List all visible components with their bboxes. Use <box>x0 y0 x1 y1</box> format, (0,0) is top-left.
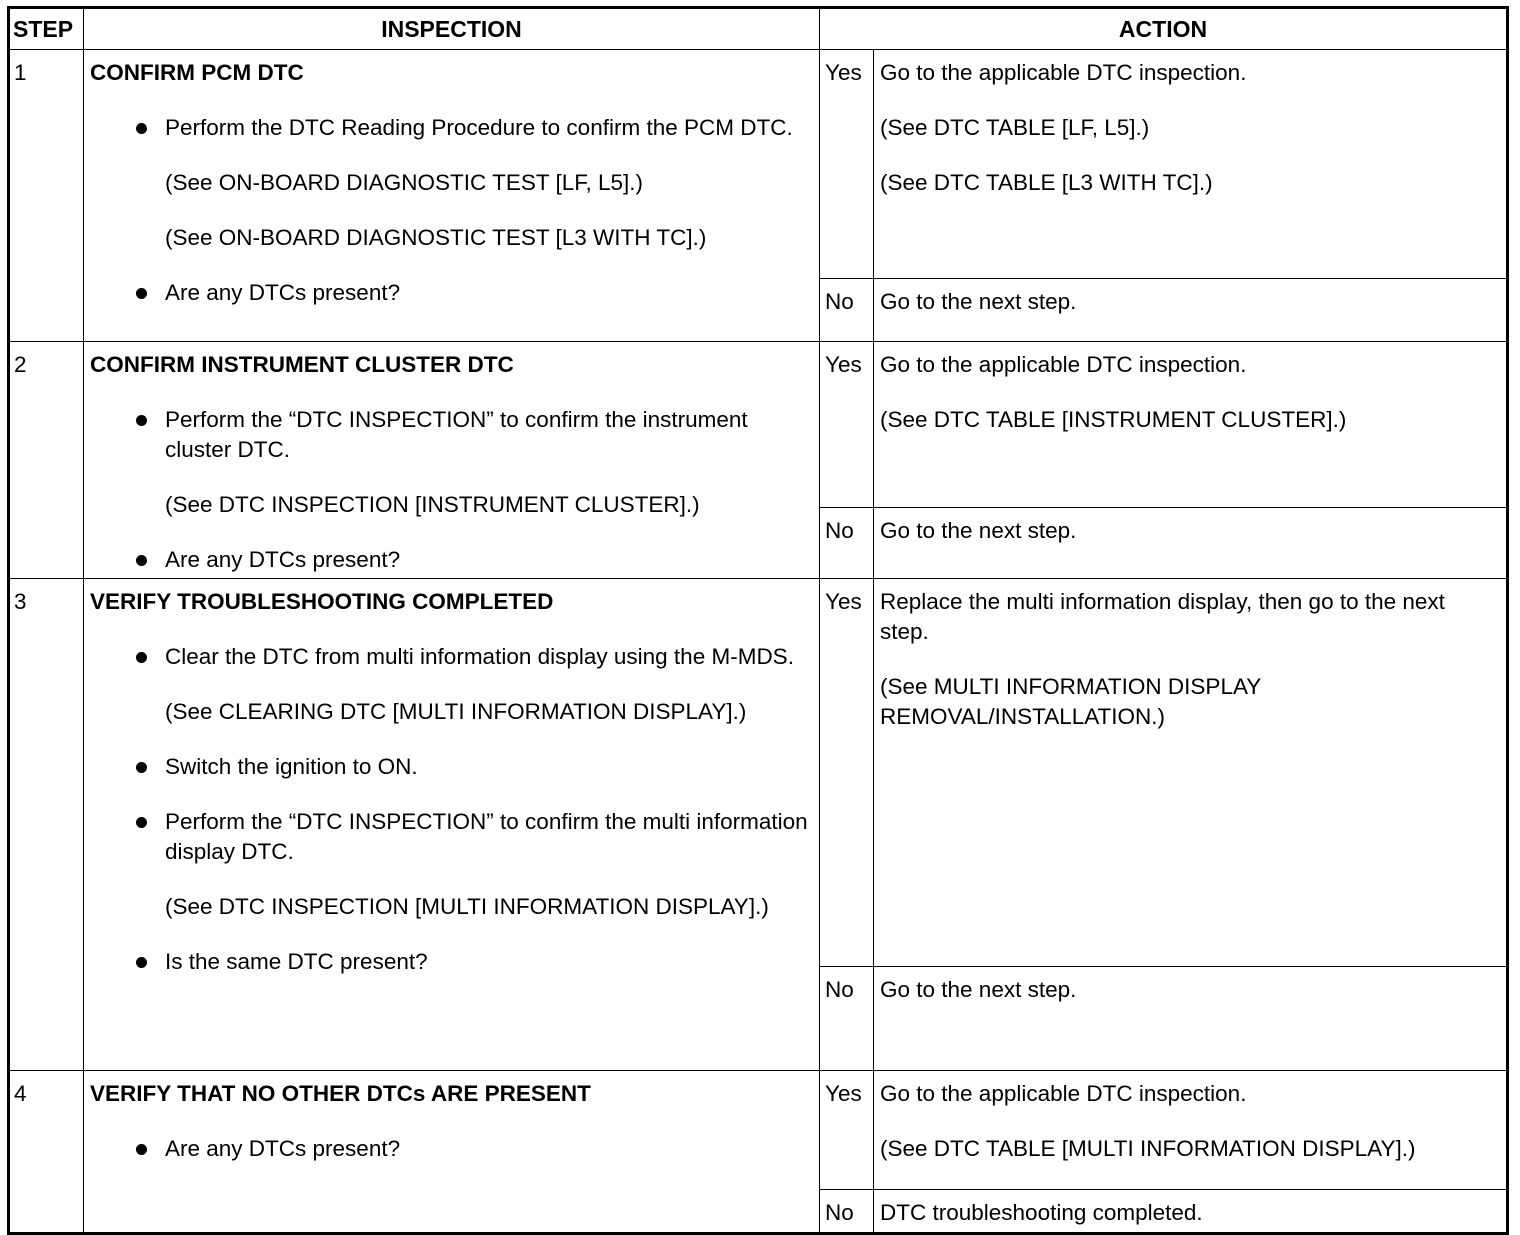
no-action: Go to the next step. <box>874 279 1508 342</box>
inspection-column-header: INSPECTION <box>84 8 820 50</box>
step-inspection <box>84 579 820 1071</box>
action-text: Go to the applicable DTC inspection. <box>880 60 1247 85</box>
troubleshooting-table <box>7 6 1509 1235</box>
inspection-reference: (See DTC INSPECTION [INSTRUMENT CLUSTER].) <box>165 492 700 517</box>
action-reference: (See DTC TABLE [MULTI INFORMATION DISPLAY].) <box>880 1136 1416 1161</box>
step-number: 1 <box>9 50 84 342</box>
step-number: 3 <box>9 579 84 1071</box>
inspection-bullet: Switch the ignition to ON. <box>90 752 811 782</box>
step-number: 2 <box>9 342 84 579</box>
yes-action <box>874 342 1508 508</box>
step-inspection <box>84 1071 820 1234</box>
header-row <box>9 8 1508 50</box>
troubleshooting-sheet <box>7 6 1506 1225</box>
inspection-bullet: Clear the DTC from multi information display using the M-MDS. <box>90 642 811 672</box>
step-1-yes-row <box>9 50 1508 279</box>
yes-label: Yes <box>820 342 874 508</box>
action-reference: (See DTC TABLE [L3 WITH TC].) <box>880 170 1213 195</box>
yes-action <box>874 1071 1508 1190</box>
step-column-header: STEP <box>9 8 84 50</box>
no-action: Go to the next step. <box>874 967 1508 1071</box>
step-3-yes-row <box>9 579 1508 967</box>
yes-label: Yes <box>820 579 874 967</box>
action-reference: (See MULTI INFORMATION DISPLAY REMOVAL/INSTALLATION.) <box>880 674 1261 729</box>
action-column-header: ACTION <box>820 8 1508 50</box>
inspection-question: Are any DTCs present? <box>90 1134 811 1164</box>
inspection-bullet: Perform the “DTC INSPECTION” to confirm the multi information display DTC. <box>90 807 811 867</box>
step-title: VERIFY TROUBLESHOOTING COMPLETED <box>90 589 554 614</box>
inspection-reference: (See DTC INSPECTION [MULTI INFORMATION DISPLAY].) <box>165 894 769 919</box>
step-number: 4 <box>9 1071 84 1234</box>
action-reference: (See DTC TABLE [INSTRUMENT CLUSTER].) <box>880 407 1347 432</box>
step-4-yes-row <box>9 1071 1508 1190</box>
inspection-question: Is the same DTC present? <box>90 947 811 977</box>
inspection-question: Are any DTCs present? <box>90 278 811 308</box>
action-text: Go to the applicable DTC inspection. <box>880 1081 1247 1106</box>
no-label: No <box>820 508 874 579</box>
no-label: No <box>820 967 874 1071</box>
no-label: No <box>820 279 874 342</box>
step-2-yes-row <box>9 342 1508 508</box>
inspection-reference: (See ON-BOARD DIAGNOSTIC TEST [LF, L5].) <box>165 170 644 195</box>
inspection-question: Are any DTCs present? <box>90 545 811 575</box>
step-title: CONFIRM PCM DTC <box>90 60 304 85</box>
step-inspection <box>84 342 820 579</box>
action-text: Replace the multi information display, then go to the next step. <box>880 589 1445 644</box>
yes-action <box>874 50 1508 279</box>
inspection-reference: (See ON-BOARD DIAGNOSTIC TEST [L3 WITH TC].) <box>165 225 707 250</box>
action-reference: (See DTC TABLE [LF, L5].) <box>880 115 1150 140</box>
step-inspection <box>84 50 820 342</box>
yes-label: Yes <box>820 50 874 279</box>
inspection-reference: (See CLEARING DTC [MULTI INFORMATION DISPLAY].) <box>165 699 747 724</box>
no-action: Go to the next step. <box>874 508 1508 579</box>
no-action: DTC troubleshooting completed. <box>874 1190 1508 1234</box>
inspection-bullet: Perform the “DTC INSPECTION” to confirm the instrument cluster DTC. <box>90 405 811 465</box>
no-label: No <box>820 1190 874 1234</box>
inspection-bullet: Perform the DTC Reading Procedure to confirm the PCM DTC. <box>90 113 811 143</box>
action-text: Go to the applicable DTC inspection. <box>880 352 1247 377</box>
yes-action <box>874 579 1508 967</box>
yes-label: Yes <box>820 1071 874 1190</box>
step-title: VERIFY THAT NO OTHER DTCs ARE PRESENT <box>90 1081 591 1106</box>
step-title: CONFIRM INSTRUMENT CLUSTER DTC <box>90 352 514 377</box>
